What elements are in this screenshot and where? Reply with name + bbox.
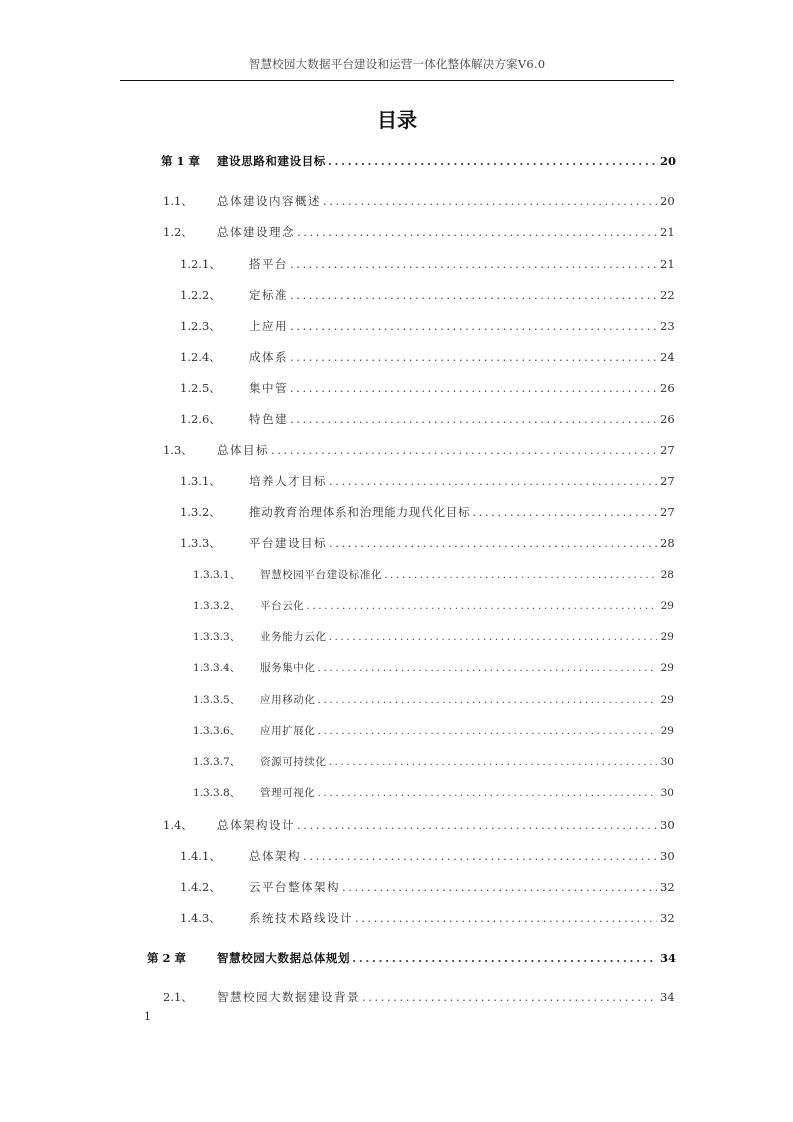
toc-entry[interactable] [0, 224, 793, 240]
toc-entry-number: 1.3.3.7、 [193, 756, 241, 768]
toc-entry-number: 1.2.1、 [180, 257, 221, 271]
toc-entry-number: 1.3、 [163, 443, 193, 457]
toc-entry-title: 推动教育治理体系和治理能力现代化目标 [249, 505, 471, 519]
toc-entry-number: 1.3.3.1、 [193, 569, 241, 581]
dot-leader [342, 879, 657, 895]
toc-entry-title: 总体架构设计 [217, 818, 295, 832]
toc-entry-number: 2.1、 [163, 990, 193, 1004]
dot-leader [297, 817, 657, 833]
toc-entry[interactable] [0, 989, 793, 1005]
toc-entry[interactable] [0, 692, 793, 708]
dot-leader [290, 256, 657, 272]
dot-leader [318, 692, 658, 708]
toc-entry-page: 27 [660, 505, 675, 519]
dot-leader [362, 989, 657, 1005]
toc-entry-number: 1.1、 [163, 194, 193, 208]
toc-entry-number: 1.3.3.6、 [193, 725, 241, 737]
toc-entry-number: 1.3.3、 [180, 536, 221, 550]
dot-leader [329, 629, 657, 645]
dot-leader [329, 754, 657, 770]
toc-entry-title: 集中管 [249, 381, 288, 395]
toc-entry-title: 成体系 [249, 350, 288, 364]
toc-entry-title: 智慧校园平台建设标准化 [260, 569, 383, 581]
toc-entry-number: 1.4.1、 [180, 849, 221, 863]
toc-entry-page: 27 [660, 443, 675, 457]
dot-leader [297, 224, 657, 240]
toc-entry-title: 定标准 [249, 288, 288, 302]
toc-entry-page: 29 [660, 725, 674, 737]
toc-entry-page: 30 [660, 849, 675, 863]
toc-entry-page: 21 [660, 225, 675, 239]
toc-entry-title: 总体架构 [249, 849, 301, 863]
toc-entry-page: 32 [660, 911, 675, 925]
dot-leader [329, 473, 657, 489]
toc-entry-title: 总体建设内容概述 [217, 194, 321, 208]
toc-entry-page: 29 [660, 662, 674, 674]
dot-leader [290, 318, 657, 334]
toc-entry-title: 服务集中化 [260, 662, 316, 674]
toc-entry-title: 建设思路和建设目标 [217, 154, 326, 168]
dot-leader [271, 442, 657, 458]
toc-entry-title: 总体建设理念 [217, 225, 295, 239]
dot-leader [290, 349, 657, 365]
dot-leader [318, 785, 658, 801]
toc-entry-number: 1.4.3、 [180, 911, 221, 925]
toc-entry-number: 1.3.3.3、 [193, 631, 241, 643]
toc-entry-page: 22 [660, 288, 675, 302]
toc-entry[interactable] [0, 473, 793, 489]
toc-entry-number: 1.2.6、 [180, 412, 221, 426]
toc-entry[interactable] [0, 785, 793, 801]
toc-entry-page: 28 [660, 536, 675, 550]
toc-entry[interactable] [0, 442, 793, 458]
toc-entry[interactable] [0, 910, 793, 926]
dot-leader [318, 660, 658, 676]
toc-entry-chapter[interactable] [0, 153, 793, 169]
toc-entry-page: 30 [660, 787, 674, 799]
toc-entry[interactable] [0, 817, 793, 833]
toc-entry-number: 1.2.4、 [180, 350, 221, 364]
toc-entry-number: 1.3.3.8、 [193, 787, 241, 799]
toc-entry-page: 20 [660, 194, 675, 208]
dot-leader [290, 411, 657, 427]
toc-entry-title: 智慧校园大数据总体规划 [217, 951, 351, 965]
toc-entry-page: 30 [660, 756, 674, 768]
toc-entry[interactable] [0, 349, 793, 365]
dot-leader [328, 153, 657, 169]
toc-entry-number: 第 1 章 [161, 154, 201, 168]
toc-entry-page: 34 [660, 951, 677, 965]
toc-entry[interactable] [0, 287, 793, 303]
toc-entry-title: 应用移动化 [260, 694, 316, 706]
toc-entry-number: 1.2.2、 [180, 288, 221, 302]
toc-entry[interactable] [0, 754, 793, 770]
toc-entry-page: 24 [660, 350, 675, 364]
running-header: 智慧校园大数据平台建设和运营一体化整体解决方案V6.0 [248, 57, 546, 71]
toc-entry-page: 20 [660, 154, 677, 168]
toc-entry-page: 27 [660, 474, 675, 488]
dot-leader [306, 598, 657, 614]
toc-entry-title: 平台建设目标 [249, 536, 327, 550]
toc-entry-number: 1.3.2、 [180, 505, 221, 519]
toc-entry-number: 1.3.3.4、 [193, 662, 241, 674]
toc-entry-page: 26 [660, 412, 675, 426]
toc-entry-number: 第 2 章 [147, 951, 187, 965]
toc-entry[interactable] [0, 598, 793, 614]
toc-entry-title: 业务能力云化 [260, 631, 327, 643]
toc-entry-number: 1.2、 [163, 225, 193, 239]
dot-leader [318, 723, 658, 739]
dot-leader [329, 535, 657, 551]
toc-entry-title: 上应用 [249, 319, 288, 333]
dot-leader [472, 504, 657, 520]
toc-entry[interactable] [0, 848, 793, 864]
toc-entry-page: 34 [660, 990, 675, 1004]
toc-entry[interactable] [0, 629, 793, 645]
toc-entry-page: 28 [660, 569, 674, 581]
toc-entry-title: 平台云化 [260, 600, 305, 612]
toc-entry-chapter[interactable] [0, 950, 793, 966]
toc-entry-title: 总体目标 [217, 443, 269, 457]
toc-entry[interactable] [0, 567, 793, 583]
toc-entry-number: 1.2.5、 [180, 381, 221, 395]
toc-entry-title: 资源可持续化 [260, 756, 327, 768]
toc-entry-page: 23 [660, 319, 675, 333]
toc-entry-page: 29 [660, 631, 674, 643]
header-divider [120, 80, 674, 81]
dot-leader [352, 950, 657, 966]
toc-entry[interactable] [0, 193, 793, 209]
dot-leader [384, 567, 657, 583]
toc-entry[interactable] [0, 879, 793, 895]
toc-entry-page: 30 [660, 818, 675, 832]
toc-entry-title: 培养人才目标 [249, 474, 327, 488]
toc-entry-title: 搭平台 [249, 257, 288, 271]
toc-entry[interactable] [0, 535, 793, 551]
toc-entry-title: 管理可视化 [260, 787, 316, 799]
dot-leader [355, 910, 657, 926]
toc-entry-number: 1.3.1、 [180, 474, 221, 488]
toc-entry-title: 应用扩展化 [260, 725, 316, 737]
dot-leader [323, 193, 657, 209]
page-number: 1 [144, 1010, 151, 1023]
toc-entry-page: 26 [660, 381, 675, 395]
toc-entry-number: 1.4、 [163, 818, 193, 832]
toc-entry[interactable] [0, 256, 793, 272]
dot-leader [290, 287, 657, 303]
dot-leader [303, 848, 657, 864]
toc-entry-number: 1.3.3.5、 [193, 694, 241, 706]
toc-entry[interactable] [0, 504, 793, 520]
toc-entry[interactable] [0, 380, 793, 396]
toc-entry-page: 29 [660, 600, 674, 612]
toc-entry-title: 系统技术路线设计 [249, 911, 353, 925]
toc-entry-number: 1.2.3、 [180, 319, 221, 333]
toc-entry-page: 32 [660, 880, 675, 894]
toc-entry-page: 21 [660, 257, 675, 271]
toc-entry[interactable] [0, 318, 793, 334]
toc-entry-number: 1.3.3.2、 [193, 600, 241, 612]
toc-entry-number: 1.4.2、 [180, 880, 221, 894]
toc-entry[interactable] [0, 723, 793, 739]
toc-entry[interactable] [0, 660, 793, 676]
toc-entry-title: 智慧校园大数据建设背景 [217, 990, 360, 1004]
toc-entry-page: 29 [660, 694, 674, 706]
toc-entry-title: 特色建 [249, 412, 288, 426]
toc-entry-title: 云平台整体架构 [249, 880, 340, 894]
toc-entry[interactable] [0, 411, 793, 427]
toc-title: 目录 [377, 108, 417, 132]
dot-leader [290, 380, 657, 396]
